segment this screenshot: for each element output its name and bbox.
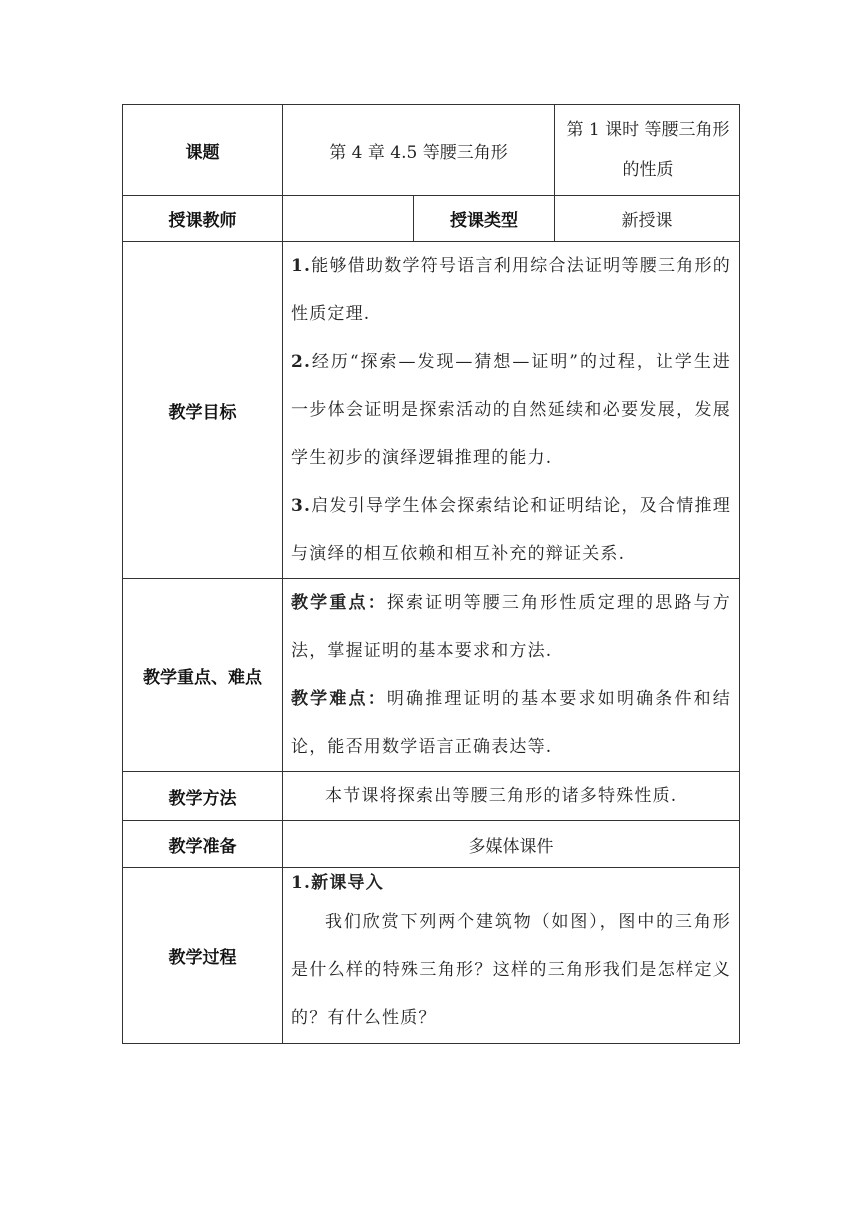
chapter-title: 第 4 章 4.5 等腰三角形 [283, 105, 555, 196]
preparation-label: 教学准备 [123, 821, 283, 868]
teacher-value [283, 196, 414, 242]
teacher-label: 授课教师 [123, 196, 283, 242]
topic-row [123, 105, 740, 196]
lesson-type-label: 授课类型 [414, 196, 555, 242]
objective-item: 1.能够借助数学符号语言利用综合法证明等腰三角形的性质定理. [291, 256, 731, 324]
lesson-type-value: 新授课 [555, 196, 740, 242]
method-text: 本节课将探索出等腰三角形的诸多特殊性质. [325, 786, 678, 806]
method-row [123, 772, 740, 821]
preparation-row [123, 821, 740, 868]
difficulty-label: 教学难点： [291, 689, 387, 709]
difficulty-paragraph [291, 675, 731, 771]
process-content [283, 868, 740, 1044]
key-points-content [283, 579, 740, 772]
key-points-label: 教学重点、难点 [123, 579, 283, 772]
process-section-title: 1.新课导入 [291, 873, 384, 893]
teacher-row [123, 196, 740, 242]
method-label: 教学方法 [123, 772, 283, 821]
objectives-row [123, 242, 740, 579]
objective-item: 3.启发引导学生体会探索结论和证明结论，及合情推理与演绎的相互依赖和相互补充的辩证关系. [291, 496, 731, 564]
key-points-row [123, 579, 740, 772]
process-text: 我们欣赏下列两个建筑物（如图），图中的三角形是什么样的特殊三角形？这样的三角形我们是怎样定义的？有什么性质？ [291, 912, 731, 1028]
lesson-title: 第 1 课时 等腰三角形的性质 [555, 105, 740, 196]
difficulty-text: 明确推理证明的基本要求如明确条件和结论，能否用数学语言正确表达等. [291, 689, 732, 757]
method-content [283, 772, 740, 821]
focus-text: 探索证明等腰三角形性质定理的思路与方法，掌握证明的基本要求和方法. [291, 593, 732, 661]
process-label: 教学过程 [123, 868, 283, 1044]
lesson-plan-table [122, 104, 740, 1044]
topic-label: 课题 [123, 105, 283, 196]
objective-item: 2.经历“探索—发现—猜想—证明”的过程，让学生进一步体会证明是探索活动的自然延续和必要发展，发展学生初步的演绎逻辑推理的能力. [291, 352, 731, 468]
preparation-text: 多媒体课件 [283, 821, 740, 868]
objectives-label: 教学目标 [123, 242, 283, 579]
objectives-content [283, 242, 740, 579]
focus-label: 教学重点： [291, 593, 387, 613]
process-row [123, 868, 740, 1044]
focus-paragraph [291, 579, 731, 675]
